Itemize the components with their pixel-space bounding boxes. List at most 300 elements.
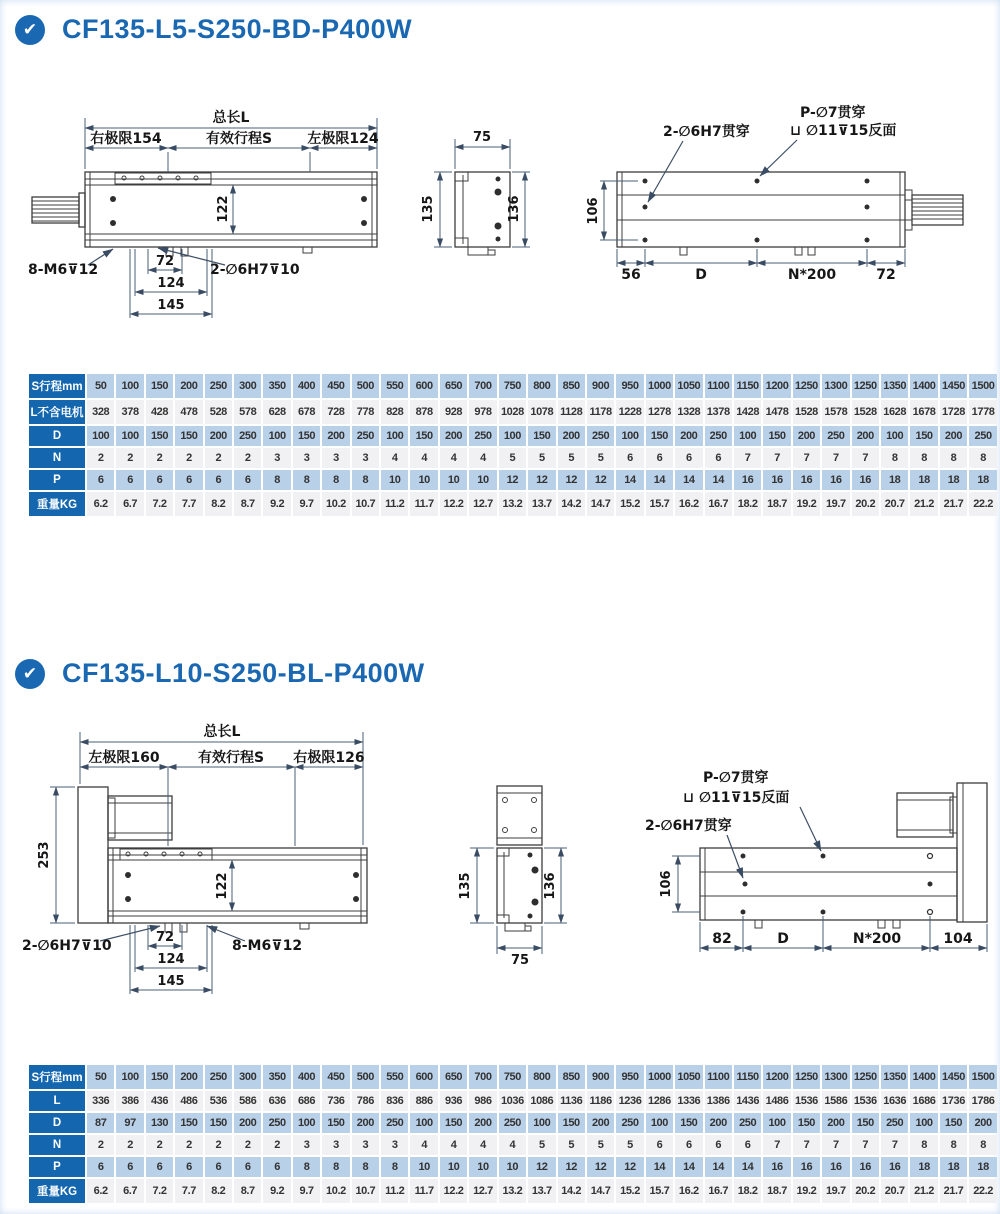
section-2-spec xyxy=(27,1063,999,1205)
spec-cell: 500 xyxy=(352,374,379,398)
spec-cell: 6 xyxy=(734,1135,761,1155)
dim-total-length: 总长L xyxy=(203,724,241,740)
spec-cell: 8 xyxy=(322,470,349,490)
spec-cell: 200 xyxy=(205,426,232,446)
spec-cell: 12 xyxy=(528,470,555,490)
spec-cell: 250 xyxy=(969,426,997,446)
spec-row-stroke xyxy=(29,374,997,398)
spec-cell: 6.7 xyxy=(116,1179,143,1203)
spec-cell: 6 xyxy=(87,470,114,490)
spec-cell: 6.2 xyxy=(87,1179,114,1203)
spec-cell: 6 xyxy=(616,448,643,468)
section-1-header xyxy=(15,14,412,45)
callout-pin: 2-∅6H7⊽10 xyxy=(210,262,300,278)
spec-cell: 928 xyxy=(440,400,467,424)
spec-cell: 6 xyxy=(646,1135,673,1155)
spec-cell: 10.2 xyxy=(322,492,349,516)
row-header-d: D xyxy=(29,426,85,446)
spec-cell: 750 xyxy=(499,374,526,398)
spec-cell: 12.7 xyxy=(469,1179,496,1203)
spec-cell: 7 xyxy=(793,448,820,468)
spec-cell: 1078 xyxy=(528,400,555,424)
dim-right-limit: 右极限154 xyxy=(90,131,162,147)
spec-cell: 2 xyxy=(87,1135,114,1155)
spec-cell: 478 xyxy=(175,400,202,424)
spec-cell: 16 xyxy=(793,1157,820,1177)
spec-cell: 4 xyxy=(469,1135,496,1155)
spec-cell: 8 xyxy=(322,1157,349,1177)
spec-cell: 100 xyxy=(87,426,114,446)
spec-cell: 8 xyxy=(910,1135,937,1155)
spec-cell: 250 xyxy=(469,426,496,446)
spec-cell: 150 xyxy=(146,374,173,398)
spec-cell: 8 xyxy=(940,448,967,468)
spec-cell: 4 xyxy=(469,448,496,468)
spec-cell: 1250 xyxy=(793,1065,820,1089)
spec-cell: 950 xyxy=(616,374,643,398)
spec-cell: 250 xyxy=(822,426,849,446)
dim-56: 56 xyxy=(621,267,641,283)
spec-cell: 1400 xyxy=(910,1065,937,1089)
spec-cell: 1428 xyxy=(734,400,761,424)
spec-cell: 836 xyxy=(381,1091,408,1111)
spec-cell: 1050 xyxy=(675,1065,702,1089)
spec-cell: 200 xyxy=(322,426,349,446)
spec-cell: 100 xyxy=(410,1113,437,1133)
spec-cell: 9.7 xyxy=(293,492,320,516)
spec-cell: 3 xyxy=(322,448,349,468)
spec-cell: 97 xyxy=(116,1113,143,1133)
spec-cell: 150 xyxy=(940,1113,967,1133)
dim-right-limit: 右极限126 xyxy=(293,750,365,766)
dim-145: 145 xyxy=(157,974,185,989)
section-1-drawing xyxy=(0,95,1000,345)
spec-cell: 450 xyxy=(322,374,349,398)
spec-cell: 5 xyxy=(587,448,614,468)
spec-cell: 1200 xyxy=(763,1065,790,1089)
spec-cell: 12 xyxy=(587,470,614,490)
spec-cell: 200 xyxy=(352,1113,379,1133)
spec-cell: 20.7 xyxy=(881,1179,908,1203)
spec-cell: 100 xyxy=(910,1113,937,1133)
spec-cell: 9.2 xyxy=(263,1179,290,1203)
spec-cell: 6 xyxy=(263,1157,290,1177)
dim-106: 106 xyxy=(586,197,601,225)
spec-cell: 4 xyxy=(410,448,437,468)
spec-cell: 150 xyxy=(293,426,320,446)
spec-cell: 3 xyxy=(293,448,320,468)
spec-cell: 4 xyxy=(440,1135,467,1155)
spec-cell: 6 xyxy=(205,1157,232,1177)
dim-106: 106 xyxy=(659,870,674,898)
spec-cell: 150 xyxy=(175,1113,202,1133)
spec-cell: 5 xyxy=(558,1135,585,1155)
spec-cell: 1678 xyxy=(910,400,937,424)
spec-cell: 200 xyxy=(558,426,585,446)
spec-cell: 900 xyxy=(587,374,614,398)
spec-cell: 736 xyxy=(322,1091,349,1111)
spec-cell: 21.2 xyxy=(910,492,937,516)
spec-cell: 1150 xyxy=(734,1065,761,1089)
spec-cell: 3 xyxy=(263,448,290,468)
spec-cell: 1500 xyxy=(969,374,997,398)
spec-cell: 20.7 xyxy=(881,492,908,516)
spec-cell: 100 xyxy=(116,374,143,398)
spec-cell: 1786 xyxy=(969,1091,997,1111)
spec-cell: 250 xyxy=(263,1113,290,1133)
spec-cell: 786 xyxy=(352,1091,379,1111)
spec-cell: 150 xyxy=(910,426,937,446)
spec-cell: 6 xyxy=(116,1157,143,1177)
spec-cell: 1000 xyxy=(646,1065,673,1089)
spec-cell: 878 xyxy=(410,400,437,424)
spec-cell: 1000 xyxy=(646,374,673,398)
callout-p-hole-2: ⊔ ∅11⊽15反面 xyxy=(683,790,790,806)
spec-cell: 8 xyxy=(969,448,997,468)
spec-cell: 21.2 xyxy=(910,1179,937,1203)
spec-cell: 12 xyxy=(558,1157,585,1177)
spec-cell: 300 xyxy=(234,374,261,398)
spec-table-2 xyxy=(27,1063,999,1205)
spec-cell: 100 xyxy=(528,1113,555,1133)
spec-cell: 8 xyxy=(910,448,937,468)
spec-cell: 1186 xyxy=(587,1091,614,1111)
spec-cell: 1528 xyxy=(793,400,820,424)
motor-shaft xyxy=(905,190,963,230)
spec-cell: 1250 xyxy=(852,374,879,398)
spec-cell: 1636 xyxy=(881,1091,908,1111)
spec-cell: 6 xyxy=(146,1157,173,1177)
spec-cell: 300 xyxy=(234,1065,261,1089)
dim-122: 122 xyxy=(215,872,230,900)
spec-cell: 100 xyxy=(734,426,761,446)
spec-cell: 18.2 xyxy=(734,492,761,516)
row-header-stroke: S行程mm xyxy=(29,1065,85,1089)
spec-cell: 11.2 xyxy=(381,1179,408,1203)
spec-cell: 600 xyxy=(410,1065,437,1089)
spec-cell: 5 xyxy=(499,448,526,468)
spec-cell: 2 xyxy=(116,1135,143,1155)
dim-122: 122 xyxy=(216,195,231,223)
spec-cell: 15.2 xyxy=(616,1179,643,1203)
spec-cell: 22.2 xyxy=(969,492,997,516)
spec-cell: 16 xyxy=(852,1157,879,1177)
spec-table-1 xyxy=(27,372,999,518)
spec-cell: 1578 xyxy=(822,400,849,424)
spec-cell: 10 xyxy=(381,470,408,490)
spec-cell: 678 xyxy=(293,400,320,424)
section-1-title: CF135-L5-S250-BD-P400W xyxy=(62,14,413,44)
spec-cell: 18 xyxy=(881,470,908,490)
spec-row-length xyxy=(29,1091,997,1111)
spec-cell: 6.7 xyxy=(116,492,143,516)
motor-block xyxy=(897,793,957,837)
spec-cell: 1500 xyxy=(969,1065,997,1089)
spec-cell: 1486 xyxy=(763,1091,790,1111)
dim-136: 136 xyxy=(507,195,522,223)
dim-effective-stroke: 有效行程S xyxy=(205,131,273,147)
spec-cell: 150 xyxy=(675,1113,702,1133)
spec-cell: 14 xyxy=(734,1157,761,1177)
spec-cell: 19.7 xyxy=(822,492,849,516)
spec-cell: 15.2 xyxy=(616,492,643,516)
spec-cell: 250 xyxy=(205,374,232,398)
spec-cell: 8 xyxy=(352,470,379,490)
spec-cell: 800 xyxy=(528,374,555,398)
spec-cell: 12 xyxy=(587,1157,614,1177)
callout-p-hole-1: P-∅7贯穿 xyxy=(703,770,769,786)
spec-cell: 14 xyxy=(646,470,673,490)
spec-cell: 14 xyxy=(675,1157,702,1177)
spec-cell: 3 xyxy=(293,1135,320,1155)
dim-136: 136 xyxy=(543,872,558,900)
spec-cell: 16 xyxy=(763,470,790,490)
spec-cell: 18 xyxy=(940,1157,967,1177)
spec-cell: 14.7 xyxy=(587,1179,614,1203)
spec-cell: 1278 xyxy=(646,400,673,424)
spec-cell: 1386 xyxy=(705,1091,732,1111)
spec-cell: 7.2 xyxy=(146,1179,173,1203)
spec-cell: 7.2 xyxy=(146,492,173,516)
spec-cell: 100 xyxy=(763,1113,790,1133)
spec-row-stroke xyxy=(29,1065,997,1089)
spec-cell: 200 xyxy=(940,426,967,446)
spec-cell: 10 xyxy=(469,470,496,490)
spec-cell: 250 xyxy=(881,1113,908,1133)
spec-cell: 350 xyxy=(263,1065,290,1089)
row-header-length: L xyxy=(29,1091,85,1111)
callout-p-hole-1: P-∅7贯穿 xyxy=(800,105,866,121)
spec-cell: 11.2 xyxy=(381,492,408,516)
callout-p-hole-2: ⊔ ∅11⊽15反面 xyxy=(790,123,897,139)
spec-cell: 6 xyxy=(116,470,143,490)
spec-cell: 986 xyxy=(469,1091,496,1111)
spec-cell: 2 xyxy=(146,1135,173,1155)
spec-cell: 13.7 xyxy=(528,492,555,516)
spec-cell: 6.2 xyxy=(87,492,114,516)
spec-cell: 200 xyxy=(852,426,879,446)
spec-cell: 1128 xyxy=(558,400,585,424)
dim-d: D xyxy=(777,931,789,947)
spec-cell: 14 xyxy=(646,1157,673,1177)
spec-cell: 436 xyxy=(146,1091,173,1111)
spec-cell: 3 xyxy=(322,1135,349,1155)
spec-cell: 1300 xyxy=(822,374,849,398)
spec-cell: 200 xyxy=(469,1113,496,1133)
spec-cell: 2 xyxy=(175,1135,202,1155)
spec-row-n xyxy=(29,448,997,468)
spec-cell: 150 xyxy=(175,426,202,446)
spec-cell: 1628 xyxy=(881,400,908,424)
dim-135: 135 xyxy=(421,195,436,223)
spec-cell: 1136 xyxy=(558,1091,585,1111)
spec-cell: 1328 xyxy=(675,400,702,424)
spec-cell: 686 xyxy=(293,1091,320,1111)
spec-cell: 10 xyxy=(499,1157,526,1177)
spec-cell: 150 xyxy=(558,1113,585,1133)
spec-cell: 18 xyxy=(940,470,967,490)
spec-cell: 1086 xyxy=(528,1091,555,1111)
spec-cell: 4 xyxy=(381,448,408,468)
spec-cell: 13.2 xyxy=(499,492,526,516)
callout-pin-through: 2-∅6H7贯穿 xyxy=(663,124,750,140)
spec-cell: 15.7 xyxy=(646,1179,673,1203)
callout-pin: 2-∅6H7⊽10 xyxy=(22,938,112,954)
cross-section-view xyxy=(458,786,567,968)
spec-cell: 7 xyxy=(822,1135,849,1155)
spec-cell: 6 xyxy=(175,470,202,490)
spec-cell: 50 xyxy=(87,1065,114,1089)
row-header-p: P xyxy=(29,1157,85,1177)
spec-cell: 16.7 xyxy=(705,1179,732,1203)
spec-cell: 1378 xyxy=(705,400,732,424)
spec-cell: 10 xyxy=(469,1157,496,1177)
spec-cell: 150 xyxy=(528,426,555,446)
spec-cell: 586 xyxy=(234,1091,261,1111)
spec-cell: 15.7 xyxy=(646,492,673,516)
spec-cell: 486 xyxy=(175,1091,202,1111)
spec-cell: 7 xyxy=(852,1135,879,1155)
spec-cell: 16 xyxy=(734,470,761,490)
dim-253: 253 xyxy=(37,841,52,869)
spec-cell: 550 xyxy=(381,1065,408,1089)
spec-cell: 5 xyxy=(616,1135,643,1155)
spec-cell: 150 xyxy=(146,426,173,446)
spec-cell: 2 xyxy=(205,1135,232,1155)
spec-cell: 1336 xyxy=(675,1091,702,1111)
spec-cell: 100 xyxy=(616,426,643,446)
spec-cell: 14.2 xyxy=(558,492,585,516)
spec-cell: 528 xyxy=(205,400,232,424)
spec-cell: 19.2 xyxy=(793,492,820,516)
spec-cell: 350 xyxy=(263,374,290,398)
spec-cell: 8 xyxy=(381,1157,408,1177)
spec-cell: 1178 xyxy=(587,400,614,424)
spec-cell: 16 xyxy=(822,1157,849,1177)
spec-cell: 1536 xyxy=(852,1091,879,1111)
spec-cell: 850 xyxy=(558,1065,585,1089)
spec-cell: 8 xyxy=(263,470,290,490)
spec-cell: 5 xyxy=(528,448,555,468)
spec-cell: 4 xyxy=(410,1135,437,1155)
plan-view xyxy=(28,109,379,318)
dim-82: 82 xyxy=(712,931,732,947)
side-view xyxy=(586,104,963,283)
spec-cell: 200 xyxy=(793,426,820,446)
dim-n200: N*200 xyxy=(787,267,837,283)
spec-cell: 16.7 xyxy=(705,492,732,516)
spec-cell: 1286 xyxy=(646,1091,673,1111)
spec-cell: 150 xyxy=(322,1113,349,1133)
spec-cell: 328 xyxy=(87,400,114,424)
spec-cell: 2 xyxy=(205,448,232,468)
spec-cell: 250 xyxy=(352,426,379,446)
spec-cell: 1478 xyxy=(763,400,790,424)
spec-cell: 150 xyxy=(646,426,673,446)
spec-cell: 200 xyxy=(969,1113,997,1133)
spec-cell: 7.7 xyxy=(175,492,202,516)
spec-cell: 636 xyxy=(263,1091,290,1111)
spec-cell: 150 xyxy=(410,426,437,446)
spec-cell: 150 xyxy=(763,426,790,446)
spec-cell: 18.7 xyxy=(763,492,790,516)
spec-cell: 1100 xyxy=(705,1065,732,1089)
spec-cell: 936 xyxy=(440,1091,467,1111)
spec-cell: 100 xyxy=(263,426,290,446)
spec-cell: 14 xyxy=(675,470,702,490)
spec-cell: 6 xyxy=(705,1135,732,1155)
spec-cell: 10 xyxy=(440,1157,467,1177)
spec-cell: 3 xyxy=(352,1135,379,1155)
dim-72: 72 xyxy=(155,930,175,945)
spec-cell: 7 xyxy=(852,448,879,468)
spec-cell: 1450 xyxy=(940,1065,967,1089)
spec-cell: 1200 xyxy=(763,374,790,398)
dim-effective-stroke: 有效行程S xyxy=(197,750,265,766)
spec-cell: 14.7 xyxy=(587,492,614,516)
spec-cell: 6 xyxy=(87,1157,114,1177)
spec-cell: 19.7 xyxy=(822,1179,849,1203)
spec-cell: 4 xyxy=(499,1135,526,1155)
spec-cell: 5 xyxy=(528,1135,555,1155)
spec-cell: 100 xyxy=(499,426,526,446)
spec-cell: 1536 xyxy=(793,1091,820,1111)
spec-cell: 13.2 xyxy=(499,1179,526,1203)
spec-cell: 10 xyxy=(410,470,437,490)
spec-cell: 16 xyxy=(822,470,849,490)
spec-cell: 100 xyxy=(381,426,408,446)
spec-cell: 7 xyxy=(763,1135,790,1155)
spec-cell: 200 xyxy=(175,1065,202,1089)
check-icon: ✔ xyxy=(15,15,45,45)
spec-cell: 8 xyxy=(293,1157,320,1177)
spec-cell: 50 xyxy=(87,374,114,398)
spec-cell: 250 xyxy=(381,1113,408,1133)
spec-cell: 10.2 xyxy=(322,1179,349,1203)
dim-75: 75 xyxy=(472,130,492,145)
spec-cell: 18 xyxy=(969,1157,997,1177)
spec-cell: 536 xyxy=(205,1091,232,1111)
spec-cell: 12 xyxy=(499,470,526,490)
spec-cell: 378 xyxy=(116,400,143,424)
spec-cell: 9.2 xyxy=(263,492,290,516)
dim-75: 75 xyxy=(510,953,530,968)
row-header-length: L不含电机 xyxy=(29,400,85,424)
callout-pin-through: 2-∅6H7贯穿 xyxy=(645,818,732,834)
spec-cell: 16.2 xyxy=(675,1179,702,1203)
spec-row-d xyxy=(29,1113,997,1133)
section-2-header xyxy=(15,658,425,689)
spec-cell: 8.7 xyxy=(234,1179,261,1203)
spec-cell: 2 xyxy=(234,448,261,468)
spec-cell: 8 xyxy=(969,1135,997,1155)
spec-cell: 600 xyxy=(410,374,437,398)
spec-cell: 1050 xyxy=(675,374,702,398)
spec-row-weight xyxy=(29,1179,997,1203)
dim-124: 124 xyxy=(157,276,185,291)
spec-cell: 7 xyxy=(793,1135,820,1155)
section-2-drawing xyxy=(0,710,1000,1020)
spec-cell: 10 xyxy=(410,1157,437,1177)
spec-cell: 150 xyxy=(146,1065,173,1089)
spec-cell: 1686 xyxy=(910,1091,937,1111)
callout-thread: 8-M6⊽12 xyxy=(28,262,99,278)
spec-cell: 1236 xyxy=(616,1091,643,1111)
spec-cell: 3 xyxy=(381,1135,408,1155)
spec-cell: 14 xyxy=(705,1157,732,1177)
spec-cell: 7 xyxy=(881,1135,908,1155)
spec-cell: 200 xyxy=(675,426,702,446)
